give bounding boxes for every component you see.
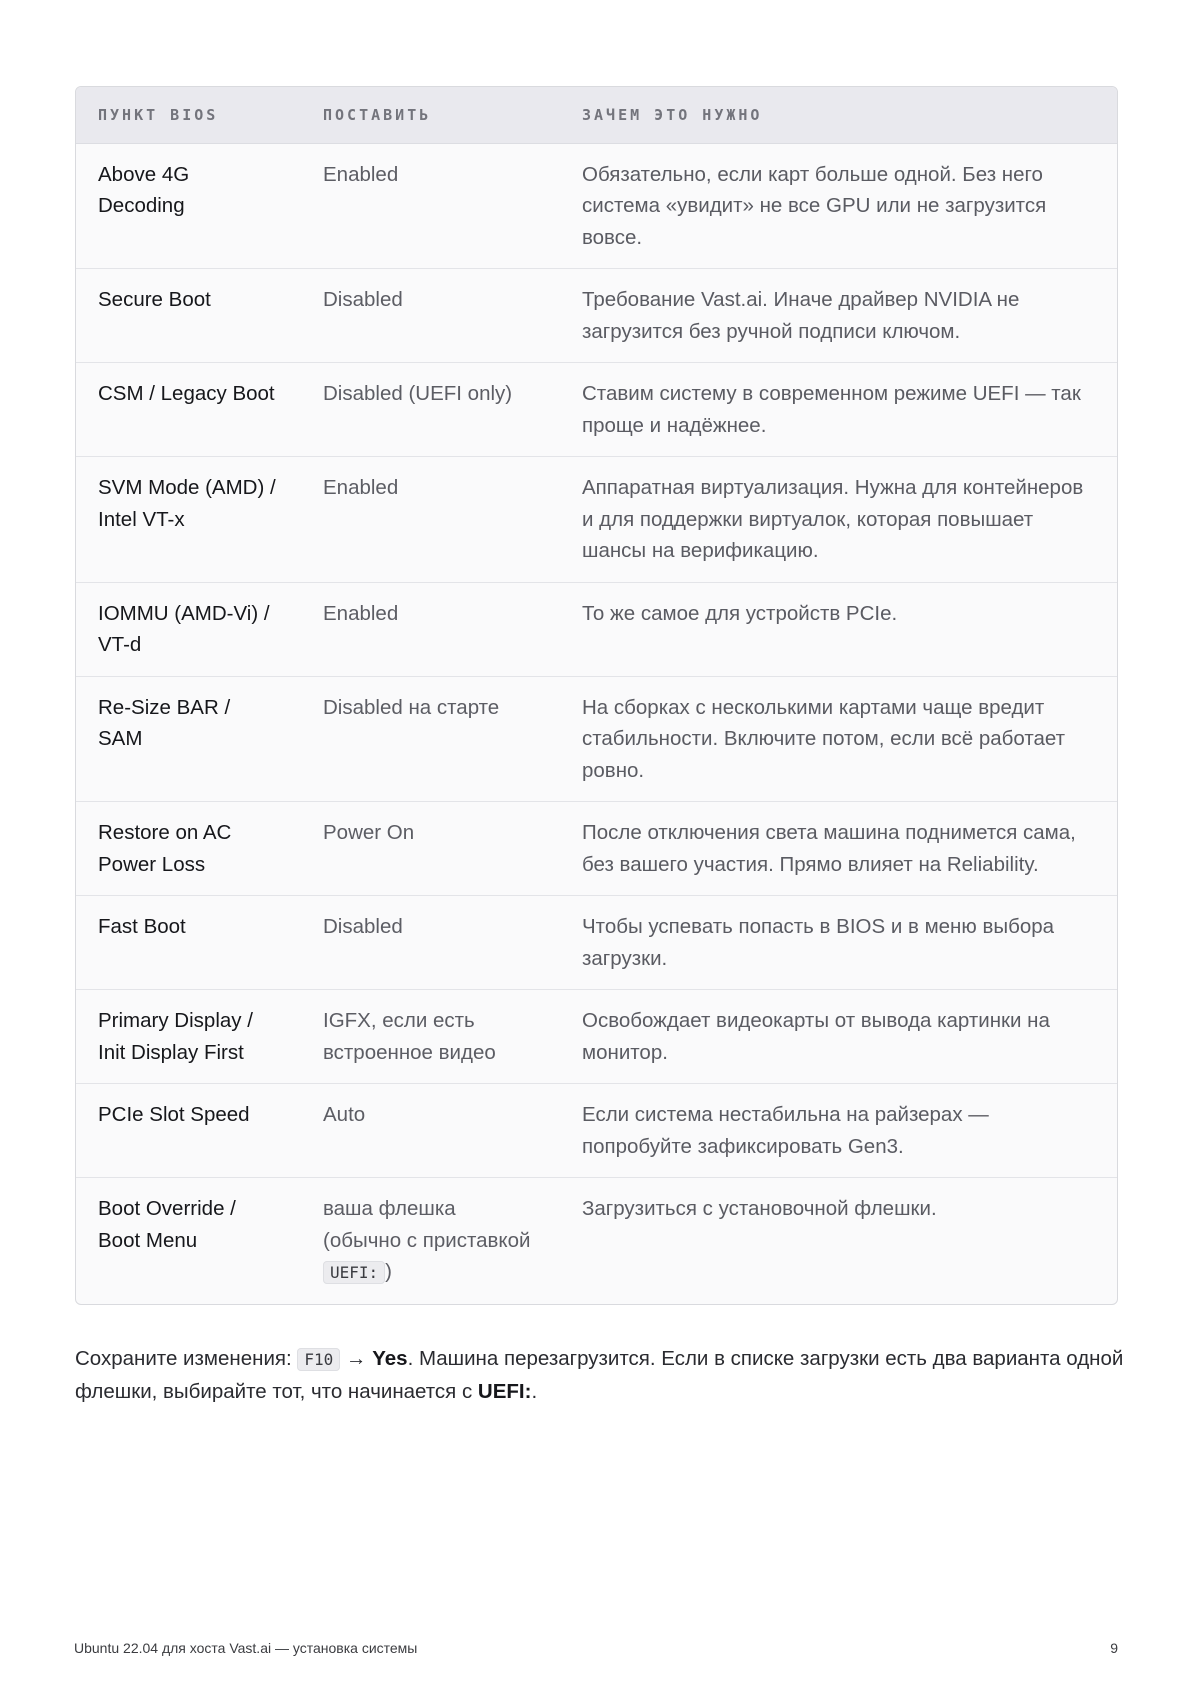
table-row [76,269,1117,363]
row-setting-reason: Чтобы успевать попасть в BIOS и в меню выбора загрузки. [560,896,1117,990]
row-setting-reason: Обязательно, если карт больше одной. Без него система «увидит» не все GPU или не загрузится вовсе. [560,143,1117,269]
table-row [76,1084,1117,1178]
row-setting-reason: После отключения света машина поднимется сама, без вашего участия. Прямо влияет на Reliability. [560,802,1117,896]
instruction-text-continued: . Машина перезагрузится. Если в списке загрузки есть два варианта одной флешки, выбирайте тот, что начинается с [75,1347,1124,1403]
table-row [76,1178,1117,1304]
header-set-value: ПОСТАВИТЬ [323,105,432,124]
row-setting-reason: Аппаратная виртуализация. Нужна для контейнеров и для поддержки виртуалок, которая повышает шансы на верификацию. [560,457,1117,583]
row-setting-value: Disabled [301,896,560,990]
row-setting-name: SVM Mode (AMD) / Intel VT-x [76,457,301,583]
row-setting-value: Disabled на старте [301,676,560,802]
row-setting-name: Boot Override / Boot Menu [76,1178,301,1304]
row-setting-value [301,1178,560,1304]
row-setting-value: Disabled (UEFI only) [301,363,560,457]
footer-page-number: 9 [1110,1640,1118,1656]
table-body [76,143,1117,1304]
value-text-closing: ) [385,1260,392,1283]
row-setting-name: Above 4G Decoding [76,143,301,269]
row-setting-reason: Загрузиться с установочной флешки. [560,1178,1117,1304]
bios-settings-table-card [75,86,1118,1305]
arrow-text: → [340,1347,373,1370]
row-setting-reason: То же самое для устройств PCIe. [560,582,1117,676]
footer-document-title: Ubuntu 22.04 для хоста Vast.ai — установка системы [74,1640,418,1656]
row-setting-name: Primary Display / Init Display First [76,990,301,1084]
table-row [76,896,1117,990]
table-row [76,802,1117,896]
row-setting-name: IOMMU (AMD-Vi) / VT-d [76,582,301,676]
row-setting-value: Enabled [301,582,560,676]
row-setting-reason: Ставим систему в современном режиме UEFI — так проще и надёжнее. [560,363,1117,457]
row-setting-name: Fast Boot [76,896,301,990]
table-row [76,990,1117,1084]
row-setting-value: Auto [301,1084,560,1178]
save-instructions-paragraph [75,1343,1125,1408]
bios-settings-table [76,87,1117,1304]
row-setting-reason: На сборках с несколькими картами чаще вредит стабильности. Включите потом, если всё работает ровно. [560,676,1117,802]
value-text: ваша флешка (обычно с приставкой [323,1197,531,1252]
table-header-row [76,87,1117,143]
f10-key-code: F10 [297,1348,340,1371]
row-setting-name: CSM / Legacy Boot [76,363,301,457]
header-bios-item: ПУНКТ BIOS [98,105,219,124]
row-setting-name: PCIe Slot Speed [76,1084,301,1178]
row-setting-value: IGFX, если есть встроенное видео [301,990,560,1084]
row-setting-value: Enabled [301,143,560,269]
instruction-text: Сохраните изменения: [75,1347,298,1370]
row-setting-reason: Требование Vast.ai. Иначе драйвер NVIDIA не загрузится без ручной подписи ключом. [560,269,1117,363]
row-setting-name: Re-Size BAR / SAM [76,676,301,802]
row-setting-value: Enabled [301,457,560,583]
uefi-code-snippet: UEFI: [323,1261,385,1284]
yes-emphasis: Yes [372,1347,408,1370]
header-why-needed: ЗАЧЕМ ЭТО НУЖНО [582,105,763,124]
table-row [76,457,1117,583]
row-setting-name: Restore on AC Power Loss [76,802,301,896]
table-header [76,87,1117,143]
table-row [76,676,1117,802]
row-setting-name: Secure Boot [76,269,301,363]
row-setting-value: Power On [301,802,560,896]
table-row [76,363,1117,457]
instruction-text-end: . [531,1380,538,1403]
row-setting-reason: Если система нестабильна на райзерах — попробуйте зафиксировать Gen3. [560,1084,1117,1178]
table-row [76,143,1117,269]
row-setting-reason: Освобождает видеокарты от вывода картинки на монитор. [560,990,1117,1084]
table-row [76,582,1117,676]
uefi-emphasis: UEFI: [477,1380,532,1403]
row-setting-value: Disabled [301,269,560,363]
